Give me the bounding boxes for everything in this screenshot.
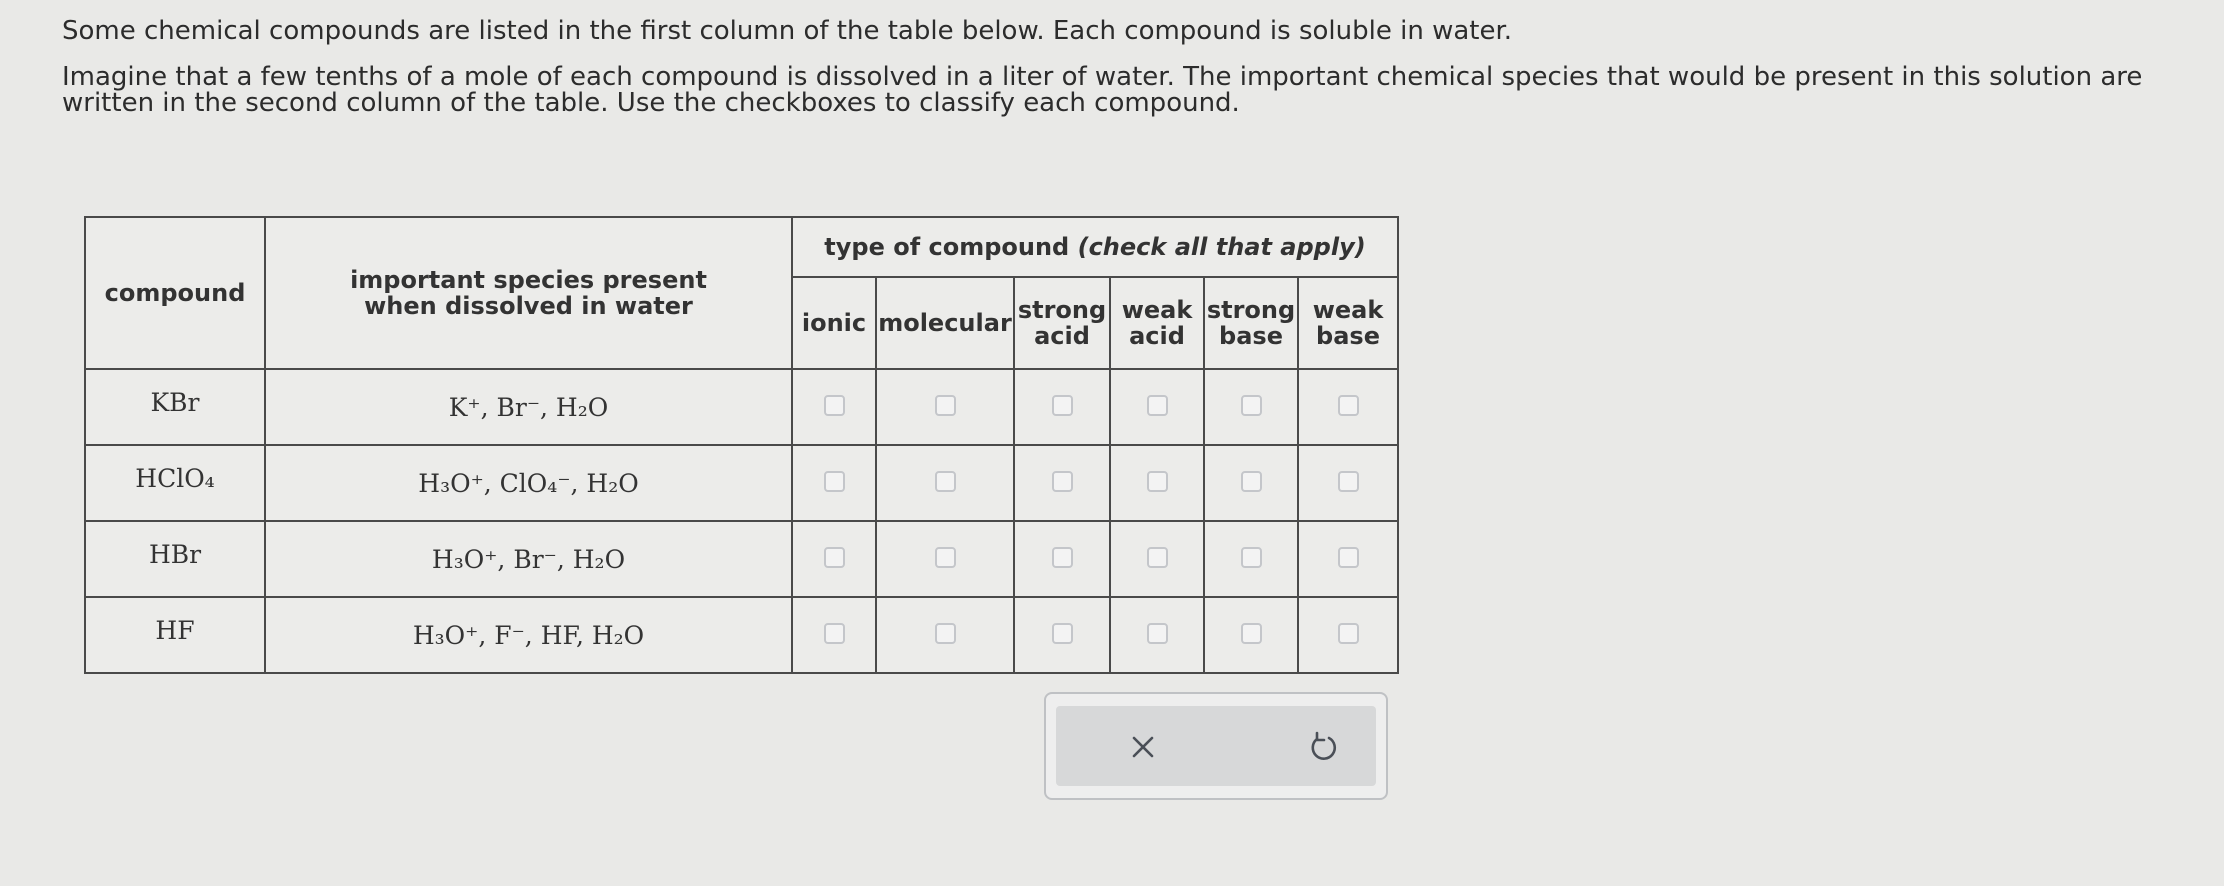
checkbox-hclo4-strong-acid[interactable]	[1052, 471, 1073, 492]
species-cell: H₃O⁺, ClO₄⁻, H₂O	[265, 445, 792, 521]
checkbox-kbr-ionic[interactable]	[824, 395, 845, 416]
checkbox-hclo4-strong-base[interactable]	[1241, 471, 1262, 492]
header-molecular: molecular	[876, 277, 1014, 369]
clear-answer-button[interactable]	[1118, 722, 1168, 772]
header-type-of-compound	[792, 217, 1398, 277]
header-weak-acid: weak acid	[1110, 277, 1204, 369]
checkbox-hf-strong-acid[interactable]	[1052, 623, 1073, 644]
compound-cell: KBr	[85, 369, 265, 445]
checkbox-hf-weak-acid[interactable]	[1147, 623, 1168, 644]
x-icon	[1129, 733, 1157, 761]
checkbox-kbr-strong-acid[interactable]	[1052, 395, 1073, 416]
table-row	[85, 445, 1398, 521]
header-type-label: type of compound	[824, 233, 1070, 261]
classification-table	[84, 216, 1399, 674]
checkbox-hbr-strong-acid[interactable]	[1052, 547, 1073, 568]
checkbox-hf-ionic[interactable]	[824, 623, 845, 644]
compound-cell: HF	[85, 597, 265, 673]
table-row	[85, 521, 1398, 597]
checkbox-hf-weak-base[interactable]	[1338, 623, 1359, 644]
checkbox-hclo4-weak-acid[interactable]	[1147, 471, 1168, 492]
header-weak-base: weak base	[1298, 277, 1398, 369]
checkbox-hbr-ionic[interactable]	[824, 547, 845, 568]
checkbox-kbr-molecular[interactable]	[935, 395, 956, 416]
header-strong-acid: strong acid	[1014, 277, 1110, 369]
checkbox-hbr-weak-base[interactable]	[1338, 547, 1359, 568]
header-species	[265, 217, 792, 369]
checkbox-kbr-weak-base[interactable]	[1338, 395, 1359, 416]
answer-actions-panel	[1044, 692, 1388, 800]
checkbox-kbr-strong-base[interactable]	[1241, 395, 1262, 416]
checkbox-kbr-weak-acid[interactable]	[1147, 395, 1168, 416]
checkbox-hf-strong-base[interactable]	[1241, 623, 1262, 644]
header-compound: compound	[85, 217, 265, 369]
header-strong-base: strong base	[1204, 277, 1298, 369]
checkbox-hclo4-ionic[interactable]	[824, 471, 845, 492]
header-ionic: ionic	[792, 277, 876, 369]
instruction-paragraph-1: Some chemical compounds are listed in the first column of the table below. Each compound is soluble in water.	[62, 16, 1513, 46]
checkbox-hclo4-weak-base[interactable]	[1338, 471, 1359, 492]
header-species-line1: important species present	[350, 266, 707, 294]
checkbox-hbr-molecular[interactable]	[935, 547, 956, 568]
table-row	[85, 597, 1398, 673]
species-cell: H₃O⁺, Br⁻, H₂O	[265, 521, 792, 597]
undo-icon	[1306, 730, 1340, 764]
compound-cell: HBr	[85, 521, 265, 597]
header-species-line2: when dissolved in water	[364, 292, 693, 320]
checkbox-hf-molecular[interactable]	[935, 623, 956, 644]
checkbox-hbr-weak-acid[interactable]	[1147, 547, 1168, 568]
answer-actions-bar	[1056, 706, 1376, 786]
checkbox-hbr-strong-base[interactable]	[1241, 547, 1262, 568]
instructions	[62, 18, 2182, 134]
instruction-paragraph-2: Imagine that a few tenths of a mole of each compound is dissolved in a liter of water. The important chemical species that would be present in this solution are written in the second column of the table. Use the checkboxes to classify each compound.	[62, 62, 2143, 118]
species-cell: K⁺, Br⁻, H₂O	[265, 369, 792, 445]
header-type-note: (check all that apply)	[1077, 233, 1366, 261]
species-cell: H₃O⁺, F⁻, HF, H₂O	[265, 597, 792, 673]
checkbox-hclo4-molecular[interactable]	[935, 471, 956, 492]
undo-button[interactable]	[1298, 722, 1348, 772]
table-row	[85, 369, 1398, 445]
compound-cell: HClO₄	[85, 445, 265, 521]
